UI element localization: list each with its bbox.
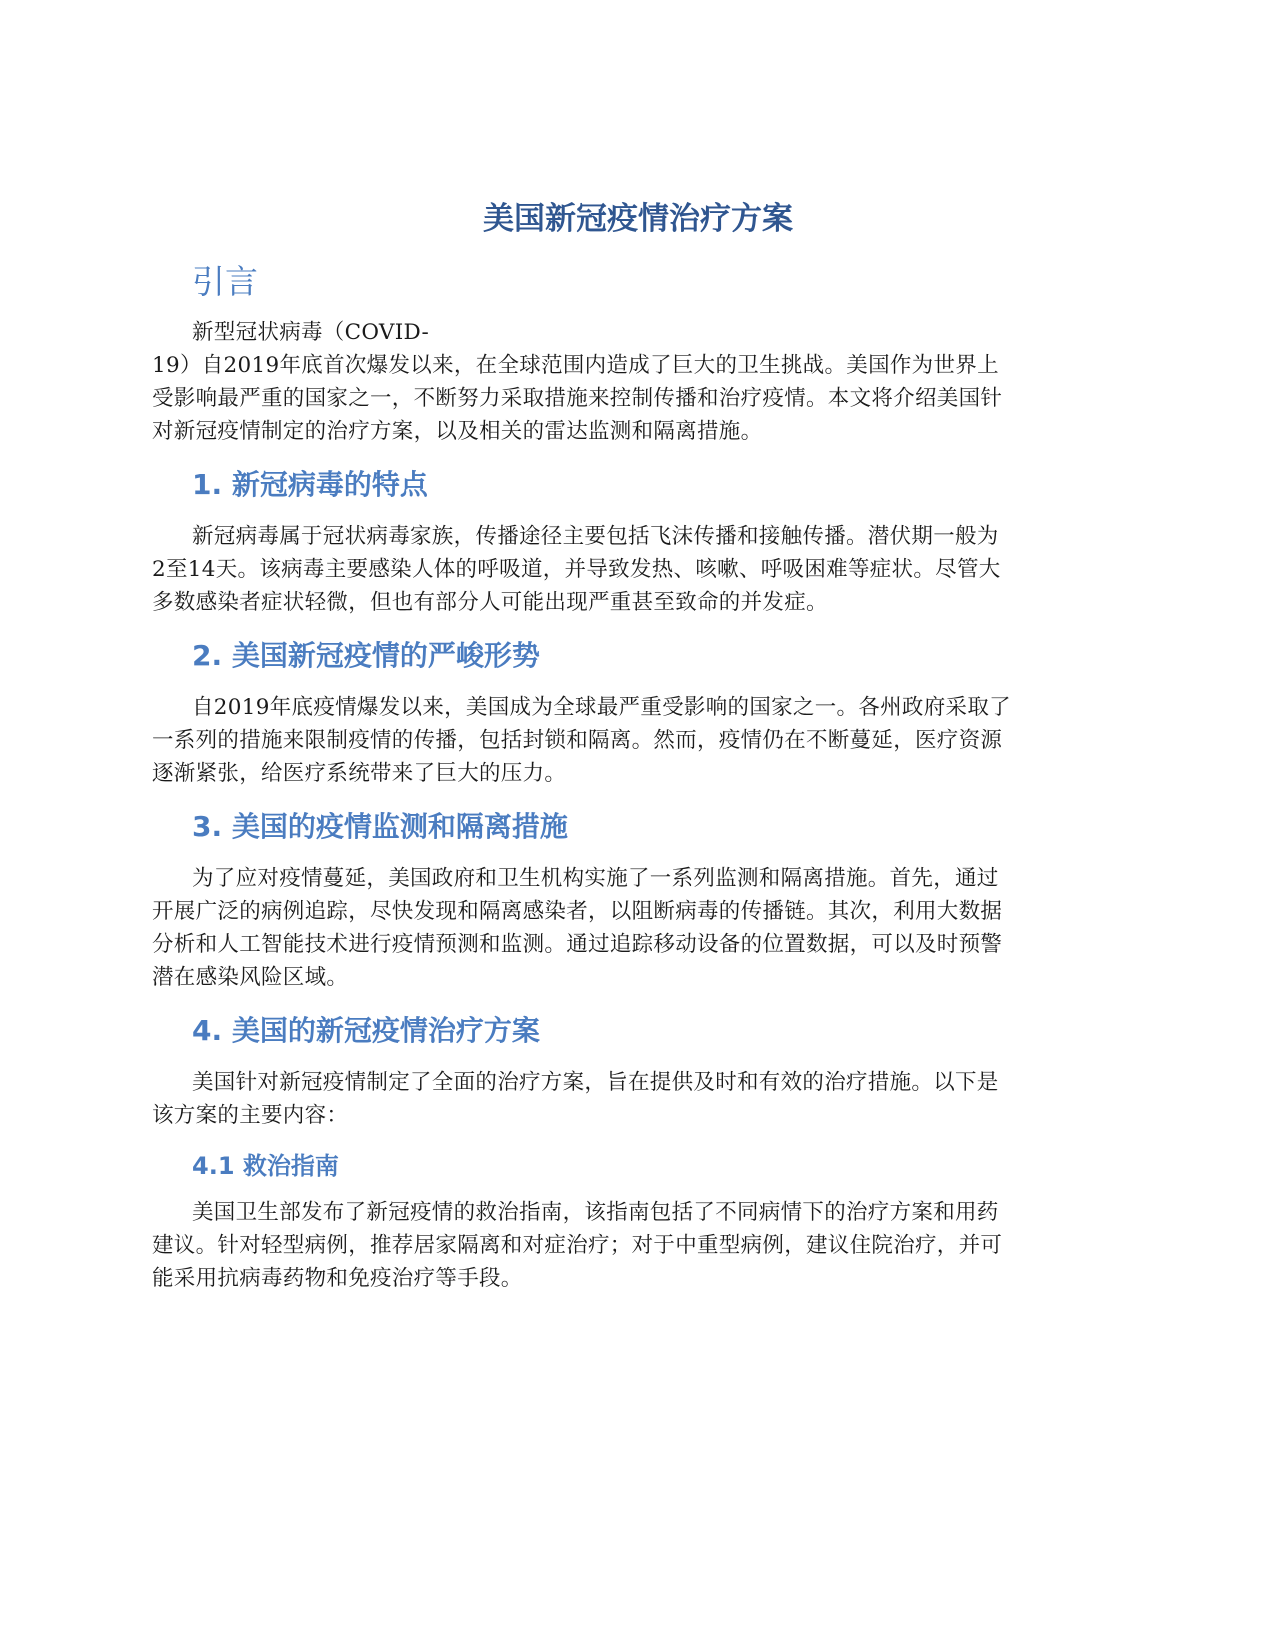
paragraph-line: 19）自2019年底首次爆发以来，在全球范围内造成了巨大的卫生挑战。美国作为世界上: [152, 353, 999, 378]
paragraph-line: 美国卫生部发布了新冠疫情的救治指南，该指南包括了不同病情下的治疗方案和用药: [192, 1200, 999, 1225]
document-title: 美国新冠疫情治疗方案: [483, 201, 793, 237]
paragraph-line: 美国针对新冠疫情制定了全面的治疗方案，旨在提供及时和有效的治疗措施。以下是: [192, 1070, 999, 1095]
paragraph-line: 潜在感染风险区域。: [152, 965, 349, 990]
section-3-heading: 3. 美国的疫情监测和隔离措施: [192, 810, 568, 843]
paragraph-line: 逐渐紧张，给医疗系统带来了巨大的压力。: [152, 761, 567, 786]
section-2-heading: 2. 美国新冠疫情的严峻形势: [192, 639, 540, 672]
paragraph-line: 2至14天。该病毒主要感染人体的呼吸道，并导致发热、咳嗽、呼吸困难等症状。尽管大: [152, 557, 1001, 582]
document-page: [152, 196, 1124, 1295]
paragraph-line: 受影响最严重的国家之一，不断努力采取措施来控制传播和治疗疫情。本文将介绍美国针: [152, 386, 1003, 411]
subsection-4-1-paragraph: [152, 1196, 1124, 1295]
section-3-paragraph: [152, 862, 1124, 994]
section-1-paragraph: [152, 520, 1124, 619]
intro-heading: 引言: [192, 262, 258, 301]
section-4-paragraph: [152, 1066, 1124, 1132]
paragraph-line: 分析和人工智能技术进行疫情预测和监测。通过追踪移动设备的位置数据，可以及时预警: [152, 932, 1003, 957]
section-2-paragraph: [152, 691, 1124, 790]
paragraph-line: 建议。针对轻型病例，推荐居家隔离和对症治疗；对于中重型病例，建议住院治疗，并可: [152, 1233, 1003, 1258]
intro-paragraph: [152, 316, 1124, 448]
paragraph-line: 自2019年底疫情爆发以来，美国成为全球最严重受影响的国家之一。各州政府采取了: [192, 695, 1011, 720]
subsection-4-1-heading: 4.1 救治指南: [192, 1152, 339, 1180]
paragraph-line: 对新冠疫情制定的治疗方案，以及相关的雷达监测和隔离措施。: [152, 419, 763, 444]
paragraph-line: 为了应对疫情蔓延，美国政府和卫生机构实施了一系列监测和隔离措施。首先，通过: [192, 866, 999, 891]
section-4-heading: 4. 美国的新冠疫情治疗方案: [192, 1014, 540, 1047]
paragraph-line: 该方案的主要内容：: [152, 1103, 349, 1128]
paragraph-line: 新冠病毒属于冠状病毒家族，传播途径主要包括飞沫传播和接触传播。潜伏期一般为: [192, 524, 999, 549]
paragraph-line: 新型冠状病毒（COVID-: [192, 320, 430, 345]
paragraph-line: 多数感染者症状轻微，但也有部分人可能出现严重甚至致命的并发症。: [152, 590, 828, 615]
paragraph-line: 开展广泛的病例追踪，尽快发现和隔离感染者，以阻断病毒的传播链。其次，利用大数据: [152, 899, 1003, 924]
paragraph-line: 能采用抗病毒药物和免疫治疗等手段。: [152, 1266, 523, 1291]
paragraph-line: 一系列的措施来限制疫情的传播，包括封锁和隔离。然而，疫情仍在不断蔓延，医疗资源: [152, 728, 1003, 753]
section-1-heading: 1. 新冠病毒的特点: [192, 468, 428, 501]
